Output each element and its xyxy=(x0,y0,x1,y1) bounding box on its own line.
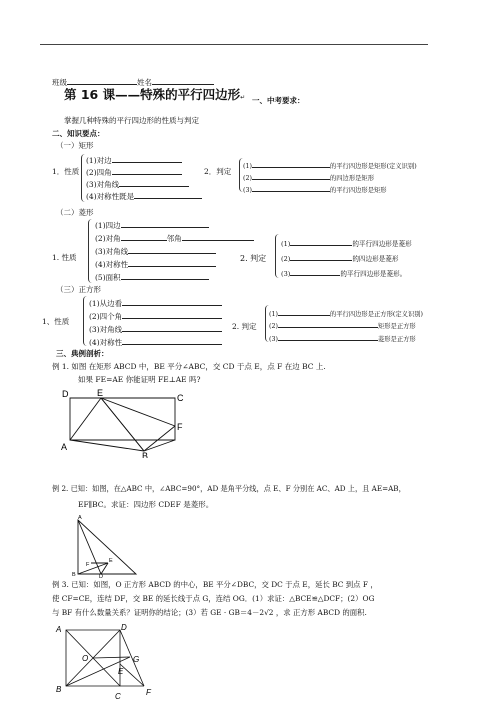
square-judge-1: (1) 的平行四边形是正方形(定义识别) xyxy=(269,308,423,318)
ex3-line1: 例 3. 已知：如图，O 正方形 ABCD 的中心，BE 平分∠DBC，交 DC 于点 E，延长 BC 到点 F ， xyxy=(52,580,378,589)
ex2-label-e: E xyxy=(109,558,113,564)
ex3-label-f: F xyxy=(146,688,151,697)
rect-prop-3: (3)对角线 xyxy=(86,179,189,189)
ex3-segment-ef xyxy=(120,664,144,686)
rhombus-prop-1: (1)四边 xyxy=(95,220,209,230)
class-blank[interactable] xyxy=(67,77,137,85)
square-prop-4: (4)对称性 xyxy=(89,337,222,347)
requirement-text: 掌握几种特殊的平行四边形的性质与判定 xyxy=(64,116,199,125)
rect-judge-label: 2．判定 xyxy=(204,167,232,176)
rect-prop-1: (1)对边 xyxy=(86,155,182,165)
ex3-label-o: O xyxy=(82,654,89,663)
rect-heading: （一）矩形 xyxy=(56,141,94,150)
square-heading: （三）正方形 xyxy=(56,285,101,294)
rect-prop-label: 1．性质 xyxy=(52,167,80,176)
rhombus-prop-brace xyxy=(88,219,93,283)
square-prop-1: (1)从边看 xyxy=(89,298,222,308)
rect-judge-2: (2) 的四边形是矩形 xyxy=(243,172,374,182)
section-examples: 三、典例剖析： xyxy=(56,349,109,358)
rhombus-prop-2: (2)对角 邻角 xyxy=(95,233,254,243)
ex1-label-e: E xyxy=(97,388,104,398)
ex3-label-a: A xyxy=(56,625,62,634)
ex1-label-f: F xyxy=(177,422,183,432)
ex1-line1: 例 1. 如图 在矩形 ABCD 中，BE 平分∠ABC，交 CD 于点 E，点 F 在边 BC 上. xyxy=(52,362,326,371)
rhombus-judge-3: (3) 的平行四边形是菱形。 xyxy=(281,270,407,278)
square-prop-2: (2)四个角 xyxy=(89,311,222,321)
ex1-label-a: A xyxy=(61,442,68,452)
rhombus-prop-4: (4)对称性 xyxy=(95,259,216,269)
section-zhongkao: 一、中考要求： xyxy=(252,96,305,105)
ex3-label-g: G xyxy=(133,655,140,664)
ex2-label-d: D xyxy=(99,574,103,578)
ex2-figure xyxy=(68,512,138,578)
square-judge-2: (2) 矩形是正方形 xyxy=(269,320,416,330)
square-judge-label: 2. 判定 xyxy=(232,322,257,331)
name-label: 姓名 xyxy=(137,78,152,87)
square-prop-3: (3)对角线 xyxy=(89,324,222,334)
rhombus-prop-label: 1. 性质 xyxy=(52,253,77,262)
ex1-figure xyxy=(58,388,188,458)
rhombus-judge-label: 2. 判定 xyxy=(240,254,267,263)
section-knowledge: 二、知识要点： xyxy=(52,129,105,138)
ex2-label-a: A xyxy=(78,515,82,521)
rhombus-judge-brace xyxy=(275,234,280,278)
square-prop-brace xyxy=(83,296,88,346)
ex3-label-d: D xyxy=(121,623,127,632)
ex2-segment-ad xyxy=(78,520,101,574)
page-title: 第 16 课——特殊的平行四边形↵ xyxy=(64,87,246,102)
ex1-segment-ae xyxy=(70,398,101,440)
rhombus-prop-3: (3)对角线 xyxy=(95,246,216,256)
rect-prop-2: (2)四角 xyxy=(86,167,182,177)
rhombus-judge-1: (1) 的平行四边形是菱形 xyxy=(281,240,412,248)
square-prop-label: 1、性质 xyxy=(42,317,70,326)
ex1-label-b: B xyxy=(142,451,149,458)
ex2-label-f: F xyxy=(86,562,90,568)
ex1-segment-fb xyxy=(144,426,175,451)
name-blank[interactable] xyxy=(152,77,214,85)
ex3-segment-df xyxy=(120,630,144,686)
ex3-line2: 使 CF=CE，连结 DF，交 BE 的延长线于点 G，连结 OG．(1）求证：△BCE≌△DCF；(2）OG xyxy=(52,594,375,603)
ex2-line1: 例 2. 已知：如图，在△ABC 中，∠ABC=90°，AD 是角平分线，点 E、F 分别在 AC、AD 上，且 AE=AB， xyxy=(52,484,406,493)
ex2-label-b: B xyxy=(72,572,76,578)
rect-prop-4: (4)对称性既是 xyxy=(86,191,202,201)
ex3-line3: 与 BF 有什么数量关系？证明你的结论；(3）若 GE · GB＝4－2√2 ，求 正方形 ABCD 的面积. xyxy=(52,608,367,617)
ex3-segment-og xyxy=(93,657,130,658)
ex2-line2: EF∥BC。求证：四边形 CDEF 是菱形。 xyxy=(78,500,214,509)
rect-judge-1: (1) 的平行四边形是矩形(定义识别) xyxy=(243,160,417,170)
ex1-line2: 如果 FE=AE 你能证明 FE⊥AE 吗? xyxy=(78,375,201,384)
ex3-label-c: C xyxy=(115,692,121,701)
rhombus-prop-5: (5)面积 xyxy=(95,272,209,282)
ex1-label-d: D xyxy=(62,389,69,399)
rect-judge-3: (3) 的平行四边形是矩形 xyxy=(243,184,387,194)
top-rule xyxy=(40,44,428,45)
class-label: 班级 xyxy=(52,78,67,87)
class-name-line xyxy=(52,77,214,87)
ex3-label-b: B xyxy=(56,685,62,694)
square-judge-3: (3) 菱形是正方形 xyxy=(269,333,416,343)
ex2-segment-be xyxy=(78,563,108,574)
ex1-segment-ab xyxy=(70,440,144,451)
ex1-label-c: C xyxy=(177,393,184,403)
rhombus-judge-2: (2) 的四边形是菱形 xyxy=(281,255,399,263)
ex3-figure xyxy=(54,620,164,702)
ex3-label-e: E xyxy=(118,667,124,676)
rhombus-heading: （二）菱形 xyxy=(56,208,94,217)
